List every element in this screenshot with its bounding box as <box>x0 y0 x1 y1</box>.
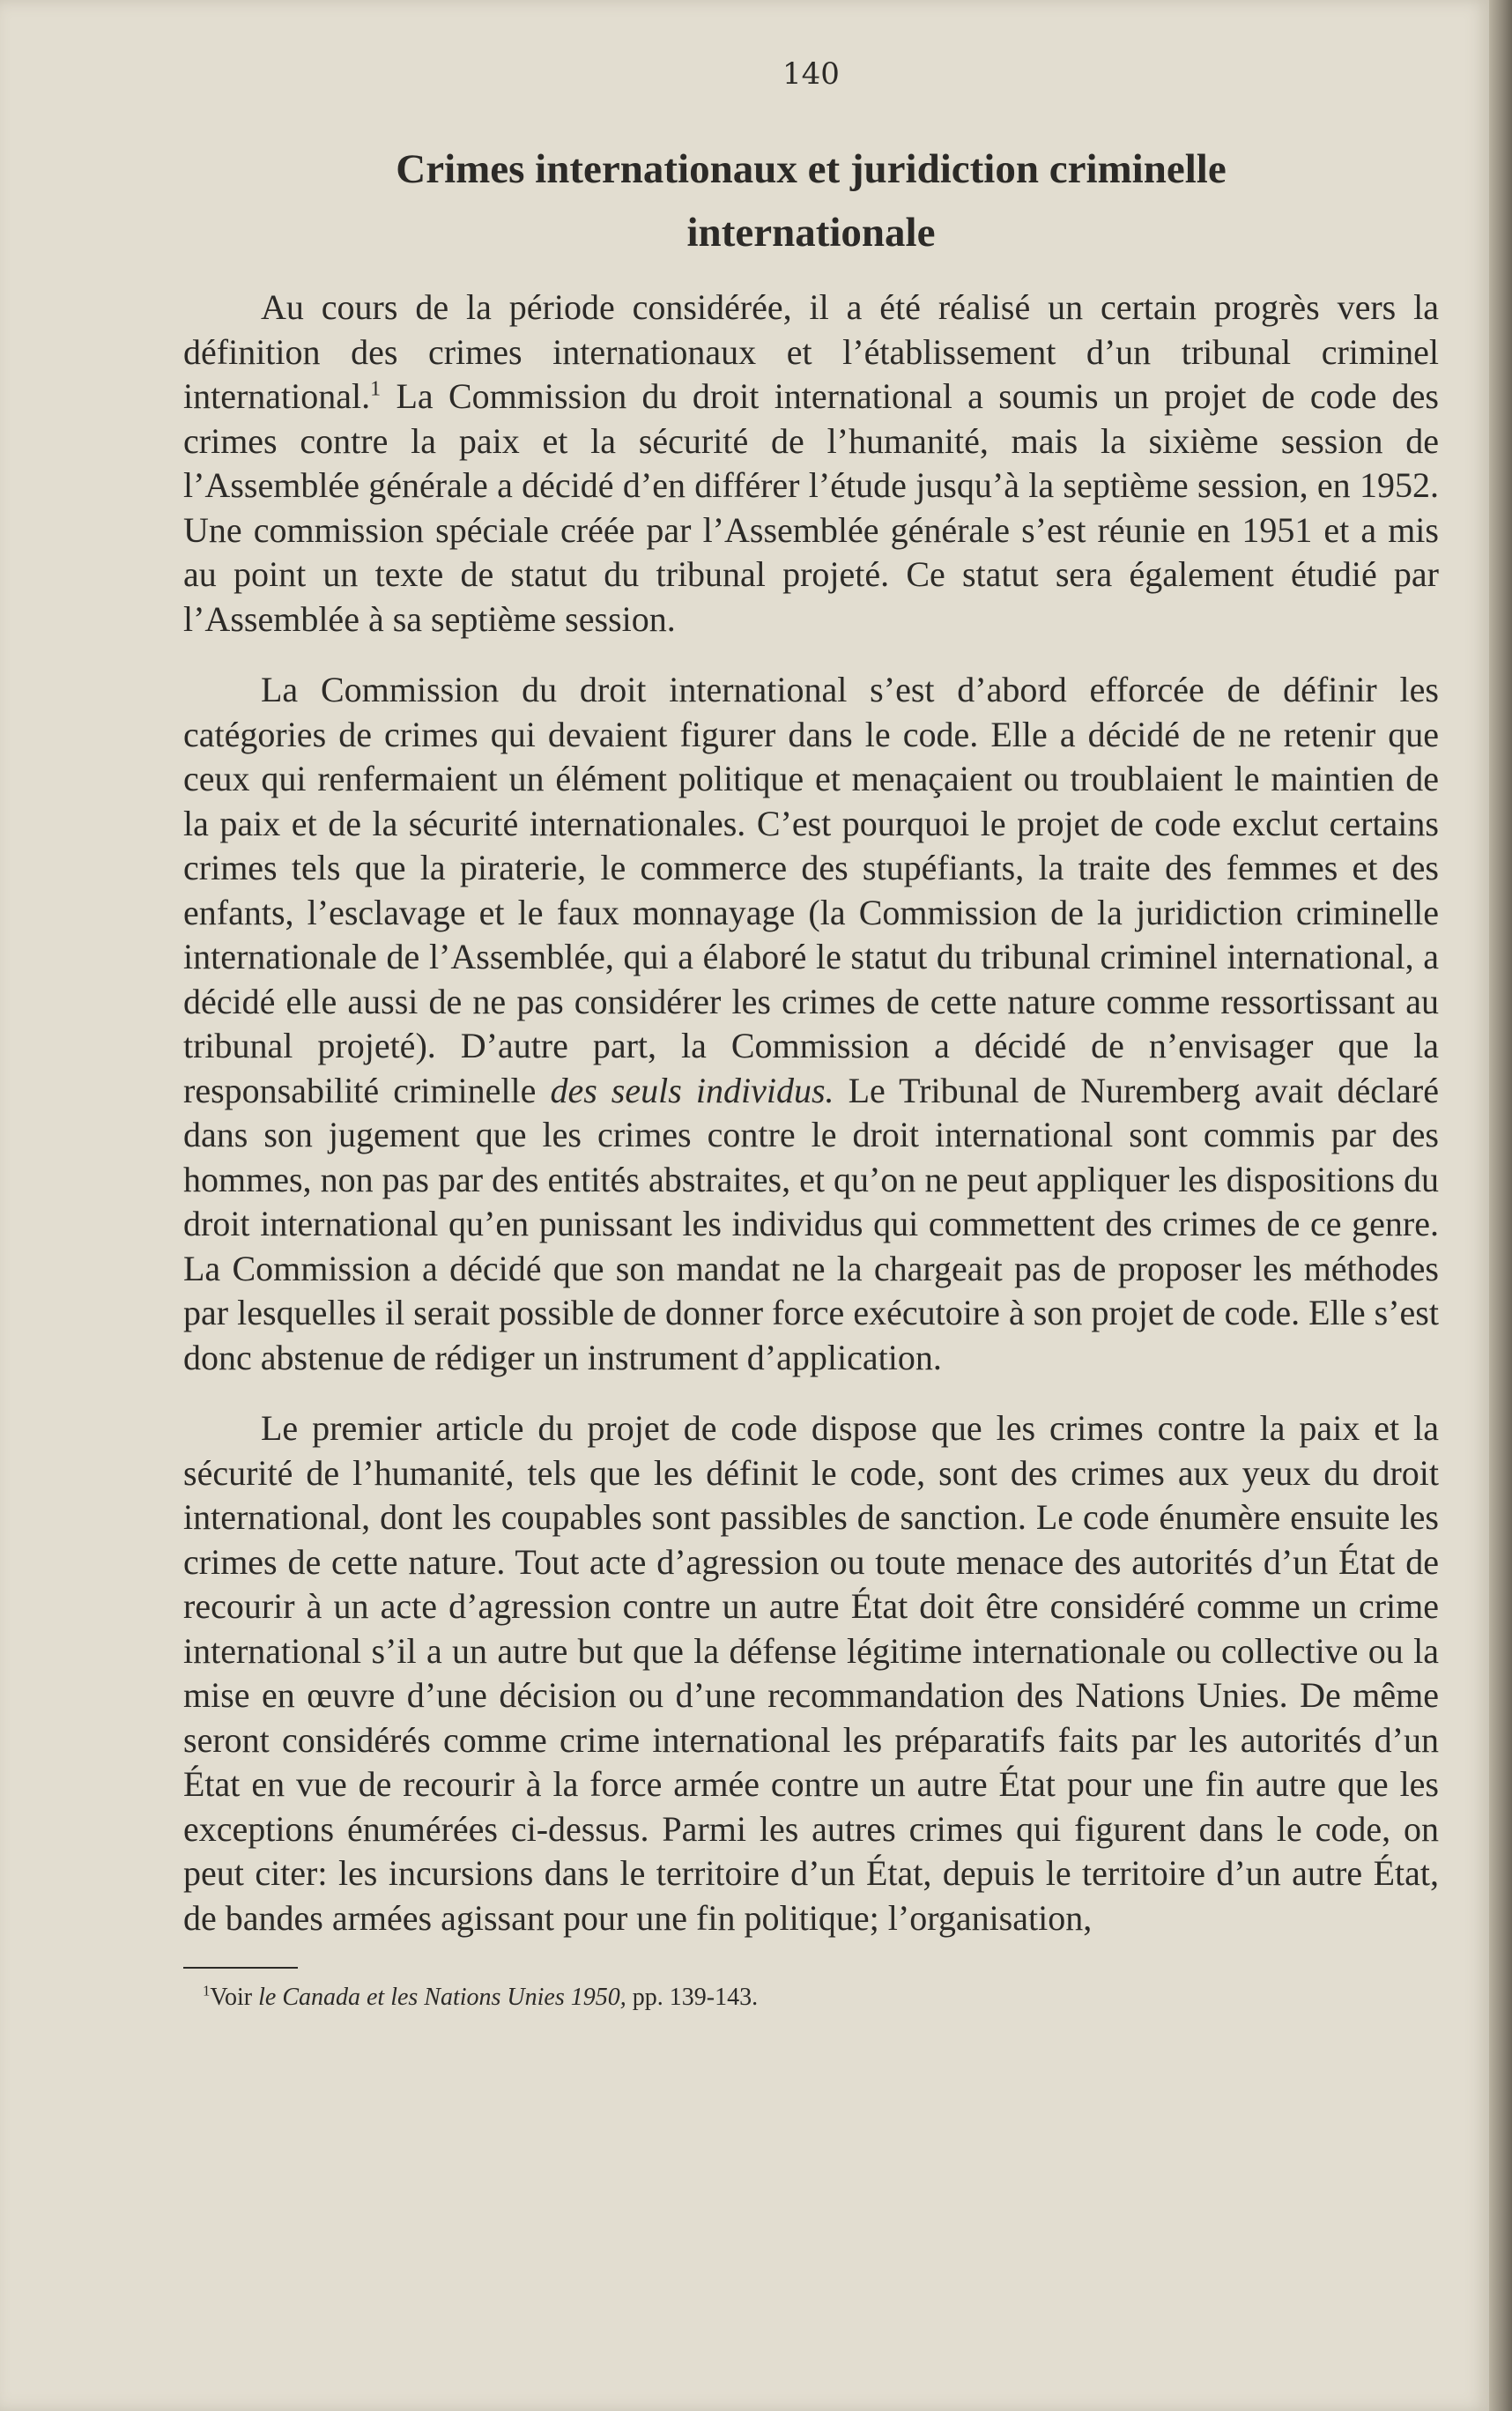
footnote-text-b: pp. 139-143. <box>626 1984 759 2011</box>
paragraph-1-text-b: La Commission du droit international a soumis un projet de code des crimes contre la paix et la sécurité de l’humanité, mais la sixième session de l’Assemblée générale a décidé d’en différer l’étude jusqu’à la septième session, en 1952. Une commission spéciale créée par l’Assemblée générale s’est réunie en 1951 et a mis au point un texte de statut du tribunal projeté. Ce statut sera également étudié par l’Assemblée à sa septième session. <box>183 376 1439 639</box>
paragraph-2-text-a: La Commission du droit international s’est d’abord efforcée de définir les catégories de crimes qui devaient figurer dans le code. Elle a décidé de ne retenir que ceux qui renfermaient un élément politique et menaçaient ou troublaient le maintien de la paix et de la sécurité internationales. C’est pourquoi le projet de code exclut certains crimes tels que la piraterie, le commerce des stupéfiants, la traite des femmes et des enfants, l’esclavage et le faux monnayage (la Commission de la juridiction criminelle internationale de l’Assemblée, qui a élaboré le statut du tribunal criminel international, a décidé elle aussi de ne pas considérer les crimes de cette nature comme ressortissant au tribunal projeté). D’autre part, la Commission a décidé de n’envisager que la responsabilité criminelle <box>183 670 1439 1110</box>
page-edge <box>1489 0 1512 2411</box>
paragraph-3: Le premier article du projet de code dispose que les crimes contre la paix et la sécurité de l’humanité, tels que les définit le code, sont des crimes aux yeux du droit international, dont les coupables sont passibles de sanction. Le code énumère ensuite les crimes de cette nature. Tout acte d’agression ou toute menace des autorités d’un État de recourir à un acte d’agression contre un autre État doit être considéré comme un crime international s’il a un autre but que la défense légitime internationale ou collective ou la mise en œuvre d’une décision ou d’une recommandation des Nations Unies. De même seront considérés comme crime international les préparatifs faits par les autorités d’un État en vue de recourir à la force armée contre un autre État pour une fin autre que les exceptions énumérées ci-dessus. Parmi les autres crimes qui figurent dans le code, on peut citer: les incursions dans le territoire d’un État, depuis le territoire d’un autre État, de bandes armées agissant pour une fin politique; l’organisation, <box>183 1408 1439 1938</box>
paragraph-2-text-b: Le Tribunal de Nuremberg avait déclaré dans son jugement que les crimes contre le droit international sont commis par des hommes, non pas par des entités abstraites, et qu’on ne peut appliquer les dispositions du droit international qu’en punissant les individus qui commettent des crimes de ce genre. La Commission a décidé que son mandat ne la chargeait pas de proposer les méthodes par lesquelles il serait possible de donner force exécutoire à son projet de code. Elle s’est donc abstenue de rédiger un instrument d’application. <box>183 1070 1440 1377</box>
section-title <box>183 137 1439 264</box>
footnote-text-a: Voir <box>210 1984 259 2011</box>
page-number: 140 <box>782 56 840 92</box>
section-title-line-1: Crimes internationaux et juridiction criminelle <box>396 146 1227 192</box>
document-body <box>183 56 1439 2013</box>
paragraph-1 <box>183 286 1439 642</box>
footnote-divider <box>183 1967 298 1969</box>
footnote-number: 1 <box>203 1982 211 1999</box>
section-title-line-2: internationale <box>686 210 936 256</box>
paragraph-1-text-a: Au cours de la période considérée, il a été réalisé un certain progrès vers la définition des crimes internationaux et l’établissement d’un tribunal criminel international. <box>183 287 1439 416</box>
paragraph-2-italic: des seuls individus. <box>550 1070 834 1110</box>
footnote-italic: le Canada et les Nations Unies 1950, <box>258 1984 626 2011</box>
paragraph-2 <box>183 668 1439 1380</box>
footnote <box>183 1983 1439 2013</box>
footnote-reference: 1 <box>370 377 382 401</box>
